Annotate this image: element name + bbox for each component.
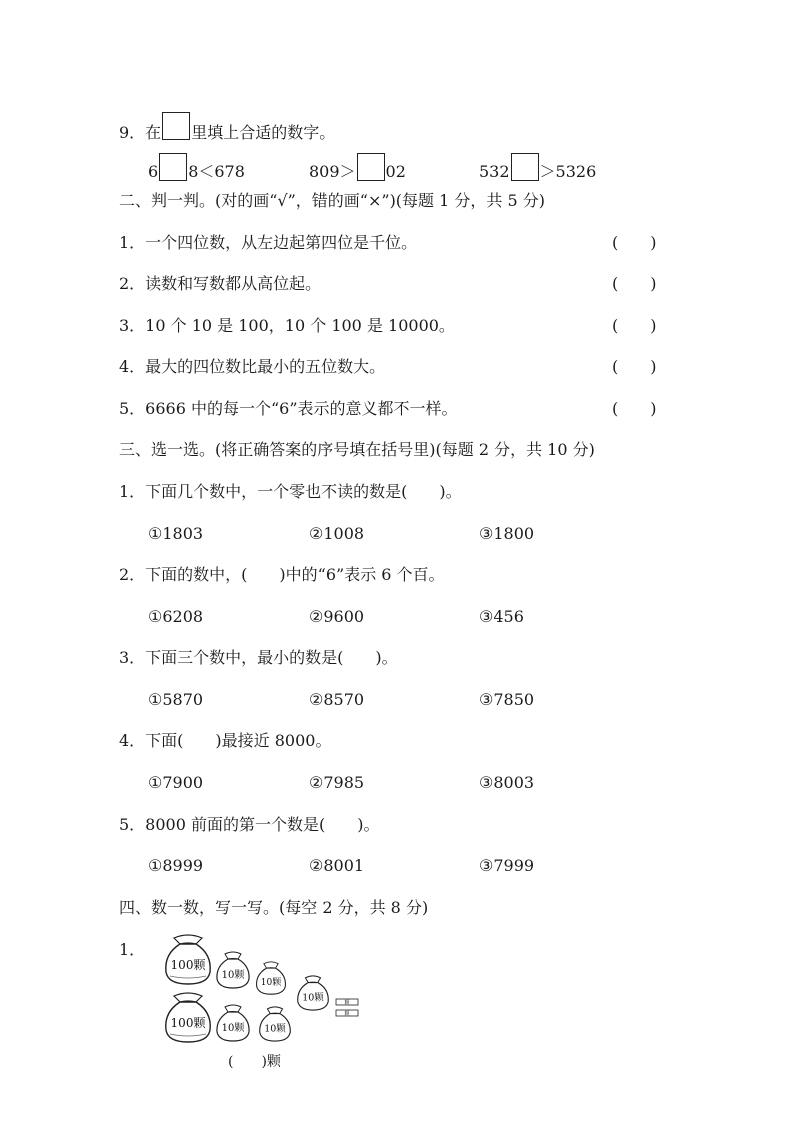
bag-10-icon <box>256 1005 294 1043</box>
judge-item-5: 5．6666 中的每一个“6”表示的意义都不一样。 <box>119 399 458 418</box>
loose-items-icon <box>334 996 360 1020</box>
svg-text:10颗: 10颗 <box>302 992 324 1004</box>
svg-text:颗: 颗 <box>344 1011 350 1017</box>
choice-question-2: 2．下面的数中，( )中的“6”表示 6 个百。 <box>119 565 445 584</box>
judge-item-1: 1．一个四位数，从左边起第四位是千位。 <box>119 233 418 252</box>
q9-item-1: 6 8＜678 <box>148 153 245 182</box>
choice-4-option-1[interactable]: ①7900 <box>148 773 204 792</box>
judge-answer-4[interactable]: ( ) <box>612 357 657 376</box>
choice-2-option-3[interactable]: ③456 <box>479 607 524 626</box>
choice-1-option-3[interactable]: ③1800 <box>479 524 535 543</box>
choice-3-option-3[interactable]: ③7850 <box>479 690 535 709</box>
answer-box-2[interactable] <box>357 153 385 181</box>
judge-item-4: 4．最大的四位数比最小的五位数大。 <box>119 357 386 376</box>
bag-10-icon <box>253 960 289 996</box>
choice-5-option-1[interactable]: ①8999 <box>148 856 204 875</box>
choice-1-option-2[interactable]: ②1008 <box>309 524 365 543</box>
choice-question-4: 4．下面( )最接近 8000。 <box>119 731 332 750</box>
bag-10-icon <box>213 950 253 990</box>
choice-1-option-1[interactable]: ①1803 <box>148 524 204 543</box>
answer-box-1[interactable] <box>159 153 187 181</box>
svg-text:颗: 颗 <box>344 1000 350 1006</box>
section3-heading: 三、选一选。(将正确答案的序号填在括号里)(每题 2 分，共 10 分) <box>119 440 595 459</box>
judge-item-3: 3．10 个 10 是 100，10 个 100 是 10000。 <box>119 316 455 335</box>
choice-3-option-1[interactable]: ①5870 <box>148 690 204 709</box>
judge-answer-1[interactable]: ( ) <box>612 233 657 252</box>
choice-2-option-2[interactable]: ②9600 <box>309 607 365 626</box>
choice-3-option-2[interactable]: ②8570 <box>309 690 365 709</box>
svg-text:10颗: 10颗 <box>260 978 282 989</box>
q9-item-3: 532 ＞5326 <box>479 153 596 182</box>
choice-4-option-3[interactable]: ③8003 <box>479 773 535 792</box>
judge-item-2: 2．读数和写数都从高位起。 <box>119 274 322 293</box>
choice-question-5: 5．8000 前面的第一个数是( )。 <box>119 815 380 834</box>
svg-text:100颗: 100颗 <box>170 1016 206 1030</box>
choice-2-option-1[interactable]: ①6208 <box>148 607 204 626</box>
judge-answer-2[interactable]: ( ) <box>612 274 657 293</box>
q9-item-2: 809＞ 02 <box>309 153 406 182</box>
bag-10-icon <box>213 1003 253 1043</box>
choice-4-option-2[interactable]: ②7985 <box>309 773 365 792</box>
bag-100-icon <box>160 932 216 986</box>
svg-text:10颗: 10颗 <box>221 970 245 981</box>
svg-text:100颗: 100颗 <box>170 958 206 972</box>
choice-question-3: 3．下面三个数中，最小的数是( )。 <box>119 648 398 667</box>
section4-heading: 四、数一数，写一写。(每空 2 分，共 8 分) <box>119 898 429 917</box>
bags-answer-blank[interactable]: ( )颗 <box>228 1054 281 1070</box>
answer-box[interactable] <box>162 112 190 140</box>
judge-answer-5[interactable]: ( ) <box>612 399 657 418</box>
choice-5-option-3[interactable]: ③7999 <box>479 856 535 875</box>
bag-100-icon <box>160 990 216 1044</box>
judge-answer-3[interactable]: ( ) <box>612 316 657 335</box>
choice-question-1: 1．下面几个数中，一个零也不读的数是( )。 <box>119 482 462 501</box>
q9-prompt: 9．在 里填上合适的数字。 <box>119 112 335 143</box>
choice-5-option-2[interactable]: ②8001 <box>309 856 365 875</box>
svg-text:10颗: 10颗 <box>264 1023 286 1035</box>
section4-q1-label: 1． <box>119 940 146 959</box>
answer-box-3[interactable] <box>511 153 539 181</box>
bag-10-icon <box>294 974 332 1012</box>
section2-heading: 二、判一判。(对的画“√”，错的画“×”)(每题 1 分，共 5 分) <box>119 191 545 210</box>
svg-text:10颗: 10颗 <box>221 1023 245 1034</box>
